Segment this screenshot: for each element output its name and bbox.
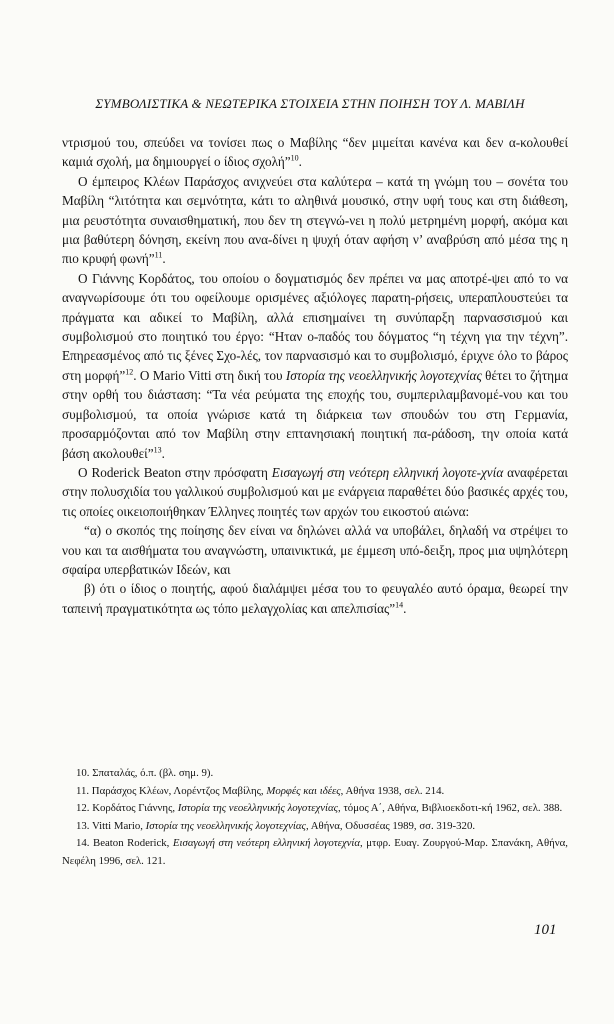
footnote-13-text-b: , Αθήνα, Οδυσσέας 1989, σσ. 319-320. <box>305 819 476 832</box>
footnote-ref-11[interactable]: 11 <box>154 251 163 261</box>
paragraph-3-end: . <box>161 445 165 461</box>
paragraph-3-text-a: Ο Γιάννης Κορδάτος, του οποίου ο δογματισμός δεν πρέπει να μας αποτρέ-ψει από το να αναγνωρίσουμε ότι του οφείλουμε ορισμένες αξιόλογες παρατη-ρήσεις, υπεραπλουστεύει τα πράγματα και αδικεί το Μαβίλη, αλλά επισημαίνει τη συνύπαρξη παρνασσισμού και συμβολισμού στο ποιητικό του έργο: “Ηταν ο-παδός του δόγματος “η τέχνη για την τέχνη”. Επηρεασμένος από τις ξένες Σχο-λές, τον παρνασισμό και το συμβολισμό, έριχνε όλο το βάρος στη μορφή” <box>62 270 568 383</box>
page-number: 101 <box>534 922 557 938</box>
footnote-13-text-a: 13. Vitti Mario, <box>76 819 146 832</box>
footnote-13 <box>62 818 568 836</box>
footnote-12 <box>62 800 568 818</box>
footnotes <box>62 765 568 871</box>
paragraph-3-text-c: θέτει το ζήτημα στην ορθή του διάσταση: “Τα νέα ρεύματα της εποχής του, συμπεριλαμβανομέ-νου και του συμβολισμού, τα οποία γνώρισε κατά τη διάρκεια των σπουδών του στη Γερμανία, προσαρμόζονται από τον Μαβίλη στην επτανησιακή ποιητική πα-ράδοση, την οποία κατά βάση ακολουθεί” <box>62 367 569 461</box>
paragraph-4-text-b: αναφέρεται στην πολυσχιδία του γαλλικού συμβολισμού και με ενάργεια παραθέτει δύο βασικές αρχές του, τις οποίες οικειοποιήθηκαν Έλληνες ποιητές των αρχών του εικοστού αιώνα: <box>62 464 568 519</box>
footnote-11-title: Μορφές και ιδέες <box>266 784 341 797</box>
paragraph-3-text-b: . Ο Mario Vitti στη δική του <box>133 367 286 383</box>
footnote-12-title: Ιστορία της νεοελληνικής λογοτεχνίας <box>177 802 339 815</box>
footnote-12-text-b: , τόμος Α΄, Αθήνα, Βιβλιοεκδοτι-κή 1962, σελ. 388. <box>338 802 563 815</box>
quote-item-b <box>62 579 568 618</box>
paragraph-1-text: ντρισμού του, σπεύδει να τονίσει πως ο Μαβίλης “δεν μιμείται κανένα και δεν α-κολουθεί καμιά σχολή, μα δημιουργεί ο ίδιος σχολή” <box>62 135 568 170</box>
footnote-ref-10[interactable]: 10 <box>290 154 299 164</box>
book-title-beaton: Εισαγωγή στη νεότερη ελληνική λογοτε-χνία <box>271 464 504 480</box>
footnote-10 <box>62 765 568 783</box>
footnote-ref-13[interactable]: 13 <box>153 445 162 455</box>
body-text <box>62 133 568 618</box>
footnote-13-title: Ιστορία της νεοελληνικής λογοτεχνίας <box>145 819 306 832</box>
footnote-14-title: Εισαγωγή στη νεότερη ελληνική λογοτεχνία <box>172 837 361 850</box>
paragraph-2-text: Ο έμπειρος Κλέων Παράσχος ανιχνεύει στα καλύτερα – κατά τη γνώμη του – σονέτα του Μαβίλη “λιτότητα και σεμνότητα, κάτι το αληθινά μουσικό, στην υφή τους και στη διάθεση, μια ρευστότητα συναισθηματική, που δεν τη στεγνώ-νει η πολύ μετρημένη μορφή, ακόμα και μια βαθύτερη δόνηση, εκείνη που ανα-δίνει η ψυχή όταν αφήση ν’ αναβρύση από μέσα της η πιο κρυφή φωνή” <box>62 173 568 267</box>
footnote-14-text-b: , μτφρ. Ευαγ. Ζουργού-Μαρ. Σπανάκη, Αθήνα, Νεφέλη 1996, σελ. 121. <box>62 837 568 867</box>
footnote-10-text: 10. Σπαταλάς, ό.π. (βλ. σημ. 9). <box>76 767 214 779</box>
quote-item-b-text: β) ότι ο ίδιος ο ποιητής, αφού διαλάμψει μέσα του το φευγαλέο αυτό όραμα, θεωρεί την ταπεινή πραγματικότητα ως τόπο μελαγχολίας και απελπισίας” <box>62 581 568 616</box>
footnote-14 <box>62 835 568 870</box>
footnote-12-text-a: 12. Κορδάτος Γιάννης, <box>76 802 178 815</box>
book-title-vitti: Ιστορία της νεοελληνικής λογοτεχνίας <box>285 367 482 383</box>
paragraph-4 <box>62 463 568 521</box>
paragraph-1-end: . <box>298 154 302 170</box>
paragraph-2 <box>62 172 568 269</box>
paragraph-4-text-a: Ο Roderick Beaton στην πρόσφατη <box>78 464 272 480</box>
footnote-11 <box>62 783 568 801</box>
footnote-11-text-a: 11. Παράσχος Κλέων, Λορέντζος Μαβίλης, <box>76 784 267 797</box>
footnote-ref-14[interactable]: 14 <box>395 600 404 610</box>
quote-item-a <box>62 521 568 579</box>
quote-item-a-text: “α) ο σκοπός της ποίησης δεν είναι να δηλώνει αλλά να υποβάλει, δηλαδή να στρέψει το νου και τα αισθήματα του αναγνώστη, υπαινικτικά, με έμμεση υπό-δειξη, προς μια υψηλότερη σφαίρα υπερβατικών Ιδεών, και <box>62 523 568 577</box>
quote-item-b-end: . <box>403 600 407 616</box>
paragraph-3 <box>62 269 568 463</box>
footnote-14-text-a: 14. Beaton Roderick, <box>76 837 173 850</box>
footnote-ref-12[interactable]: 12 <box>125 367 134 377</box>
paragraph-1 <box>62 133 568 172</box>
running-header: ΣΥΜΒΟΛΙΣΤΙΚΑ & ΝΕΩΤΕΡΙΚΑ ΣΤΟΙΧΕΙΑ ΣΤΗΝ ΠΟΙΗΣΗ ΤΟΥ Λ. ΜΑΒΙΛΗ <box>95 96 525 111</box>
paragraph-2-end: . <box>162 251 166 267</box>
footnote-11-text-b: , Αθήνα 1938, σελ. 214. <box>340 784 445 797</box>
